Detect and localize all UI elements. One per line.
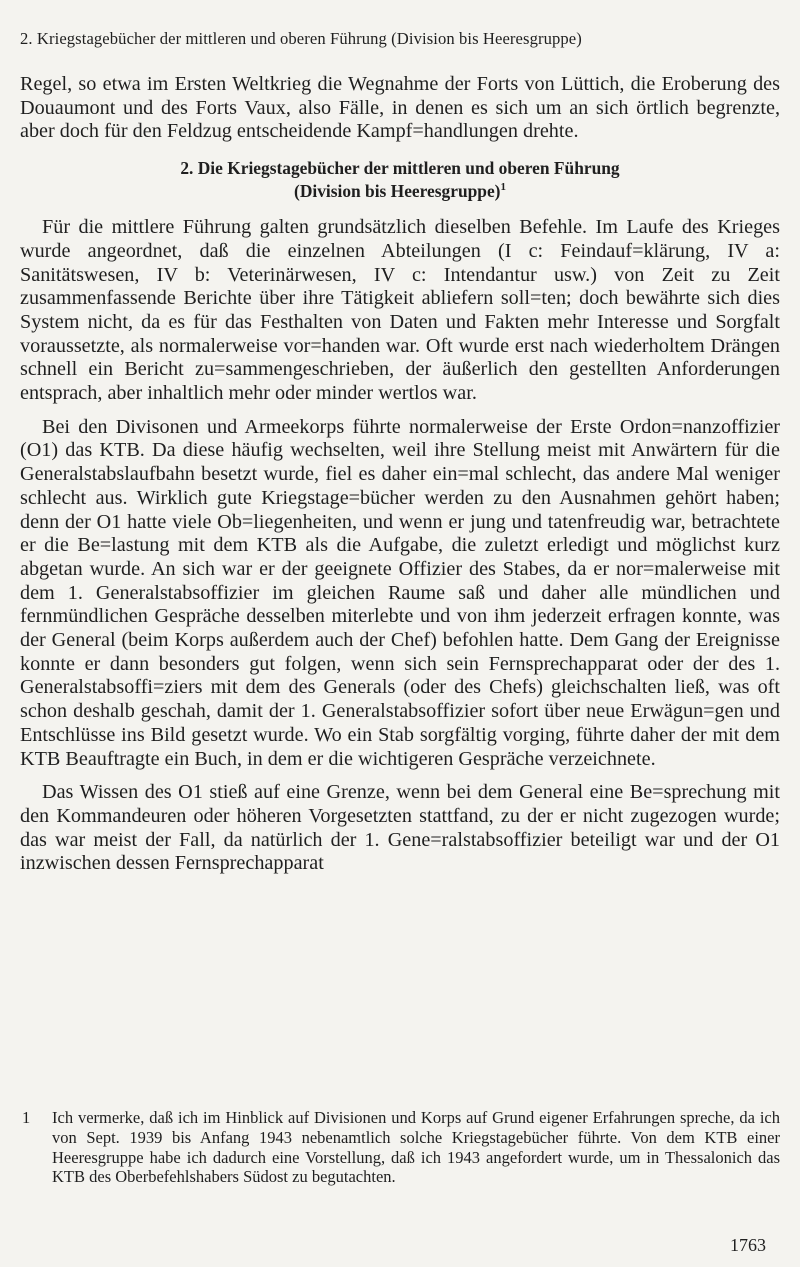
body-text xyxy=(20,73,780,876)
section-heading-line-2 xyxy=(20,180,780,203)
paragraph-3: Das Wissen des O1 stieß auf eine Grenze, wenn bei dem General eine Be=sprechung mit den Kommandeuren oder höheren Vorgesetzten stattfand, zu der er nicht zugezogen wurde; das war meist der Fall, da natürlich der 1. Gene=ralstabsoffizier beteiligt war und der O1 inzwischen dessen Fernsprechapparat xyxy=(20,781,780,875)
running-head: 2. Kriegstagebücher der mittleren und oberen Führung (Division bis Heeresgruppe) xyxy=(20,29,582,48)
footnote-marker: 1 xyxy=(500,181,506,194)
footnote xyxy=(20,1108,780,1187)
section-heading-line-2-text: (Division bis Heeresgruppe) xyxy=(294,181,501,202)
paragraph-2: Bei den Divisonen und Armeekorps führte normalerweise der Erste Ordon=nanzoffizier (O1) das KTB. Da diese häufig wechselten, weil ihre Stellung meist mit Anwärtern für die Generalstabslaufbahn besetzt wurde, fiel es daher ein=mal schlecht, das andere Mal weniger schlecht aus. Wirklich gute Kriegstage=bücher werden zu den Ausnahmen gehört haben; denn der O1 hatte viele Ob=liegenheiten, und wenn er jung und tatenfreudig war, betrachtete er die Be=lastung mit dem KTB als die Aufgabe, die zuletzt erledigt und möglichst kurz abgetan wurde. An sich war er der geeignete Offizier des Stabes, da er nor=malerweise mit dem 1. Generalstabsoffizier im gleichen Raume saß und daher alle mündlichen und fernmündlichen Gespräche desselben miterlebte und von ihm jederzeit erfragen konnte, was der General (beim Korps außerdem auch der Chef) befohlen hatte. Dem Gang der Ereignisse konnte er dann besonders gut folgen, wenn sich sein Fernsprechapparat oder der des 1. Generalstabsoffi=ziers mit dem des Generals (oder des Chefs) gleichschalten ließ, was oft schon deshalb geschah, damit der 1. Generalstabsoffizier sofort über neue Erwägun=gen und Entschlüsse ins Bild gesetzt wurde. Wo ein Stab sorgfältig vorging, führte daher der mit dem KTB Beauftragte ein Buch, in dem er die wichtigeren Gespräche verzeichnete. xyxy=(20,415,780,770)
page-number: 1763 xyxy=(730,1235,766,1255)
footnote-text: Ich vermerke, daß ich im Hinblick auf Divisionen und Korps auf Grund eigener Erfahrungen spreche, da ich von Sept. 1939 bis Anfang 1943 nebenamtlich solche Kriegstagebücher führte. Von dem KTB einer Heeresgruppe habe ich dadurch eine Vorstellung, daß ich 1943 angefordert wurde, um in Thessalonich das KTB des Oberbefehlshabers Südost zu begutachten. xyxy=(52,1108,780,1187)
section-heading-line-1: 2. Die Kriegstagebücher der mittleren und oberen Führung xyxy=(180,158,620,179)
paragraph-1: Für die mittlere Führung galten grundsätzlich dieselben Befehle. Im Laufe des Krieges wurde angeordnet, daß die einzelnen Abteilungen (I c: Feindauf=klärung, IV a: Sanitätswesen, IV b: Veterinärwesen, IV c: Intendantur usw.) von Zeit zu Zeit zusammenfassende Berichte über ihre Tätigkeit abliefern soll=ten; doch bewährte sich dies System nicht, da es für das Festhalten von Daten und Fakten mehr Interesse und Sorgfalt voraussetzte, als normalerweise vor=handen war. Oft wurde erst nach wiederholtem Drängen schnell ein Bericht zu=sammengeschrieben, der äußerlich den gestellten Anforderungen entsprach, aber inhaltlich mehr oder minder wertlos war. xyxy=(20,216,780,405)
section-heading xyxy=(20,157,780,203)
paragraph-continuation: Regel, so etwa im Ersten Weltkrieg die Wegnahme der Forts von Lüttich, die Eroberung des Douaumont und des Forts Vaux, also Fälle, in denen es sich um an sich örtlich begrenzte, aber doch für den Feldzug entscheidende Kampf=handlungen drehte. xyxy=(20,73,780,143)
footnote-number: 1 xyxy=(22,1108,31,1127)
